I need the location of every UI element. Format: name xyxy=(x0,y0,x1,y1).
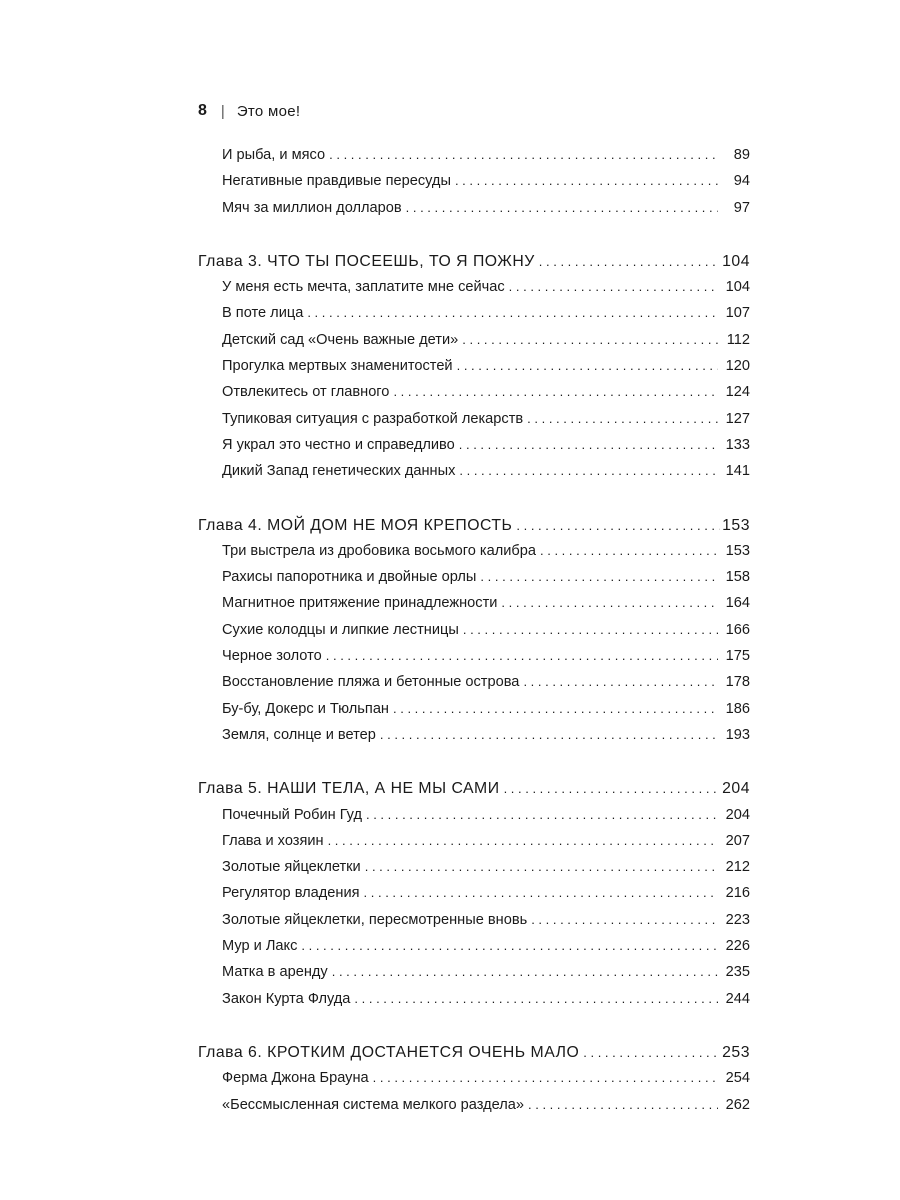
page-number: 8 xyxy=(198,102,207,119)
toc-title: Золотые яйцеклетки, пересмотренные вновь xyxy=(222,911,528,928)
toc-title: Тупиковая ситуация с разработкой лекарств xyxy=(222,410,524,427)
toc-title: Магнитное притяжение принадлежности xyxy=(222,595,498,612)
toc-page-number: 223 xyxy=(725,911,750,928)
table-of-contents xyxy=(198,147,750,1123)
toc-entry xyxy=(198,569,750,595)
toc-title: Сухие колодцы и липкие лестницы xyxy=(222,621,459,638)
toc-page-number: 212 xyxy=(725,859,750,876)
dot-leader xyxy=(393,701,718,716)
dot-leader xyxy=(301,938,718,953)
dot-leader xyxy=(373,1070,718,1085)
dot-leader xyxy=(329,147,718,162)
toc-title: Глава 4. МОЙ ДОМ НЕ МОЯ КРЕПОСТЬ xyxy=(198,516,513,534)
dot-leader xyxy=(528,1097,718,1112)
toc-entry xyxy=(198,384,750,410)
toc-page-number: 164 xyxy=(725,595,750,612)
toc-page-number: 178 xyxy=(725,674,750,691)
toc-page-number: 254 xyxy=(725,1070,750,1087)
toc-entry xyxy=(198,674,750,700)
toc-title: Отвлекитесь от главного xyxy=(222,384,390,401)
dot-leader xyxy=(480,569,718,584)
toc-page-number: 107 xyxy=(725,305,750,322)
toc-page-number: 244 xyxy=(725,990,750,1007)
section-gap xyxy=(198,753,750,780)
toc-entry xyxy=(198,885,750,911)
toc-page-number: 97 xyxy=(733,199,750,216)
dot-leader xyxy=(455,173,718,188)
toc-page-number: 204 xyxy=(722,780,750,798)
toc-entry xyxy=(198,701,750,727)
toc-page-number: 127 xyxy=(725,410,750,427)
toc-entry xyxy=(198,807,750,833)
toc-page-number: 141 xyxy=(725,463,750,480)
dot-leader xyxy=(459,463,718,478)
section-gap xyxy=(198,490,750,517)
toc-page-number: 193 xyxy=(725,726,750,743)
toc-title: Черное золото xyxy=(222,648,322,665)
toc-title: Золотые яйцеклетки xyxy=(222,859,361,876)
toc-chapter-heading xyxy=(198,1044,750,1070)
toc-entry xyxy=(198,358,750,384)
toc-entry xyxy=(198,833,750,859)
dot-leader xyxy=(459,437,718,452)
toc-entry xyxy=(198,173,750,199)
dot-leader xyxy=(365,859,718,874)
dot-leader xyxy=(501,595,718,610)
dot-leader xyxy=(366,807,718,822)
book-title: Это мое! xyxy=(236,102,301,120)
toc-page-number: 166 xyxy=(725,621,750,638)
toc-entry xyxy=(198,727,750,753)
toc-page-number: 112 xyxy=(726,331,750,348)
toc-title: Бу-бу, Докерс и Тюльпан xyxy=(222,700,389,717)
dot-leader xyxy=(516,518,720,533)
toc-entry xyxy=(198,648,750,674)
dot-leader xyxy=(380,727,718,742)
dot-leader xyxy=(332,964,718,979)
toc-title: Глава 5. НАШИ ТЕЛА, А НЕ МЫ САМИ xyxy=(198,780,500,798)
toc-entry xyxy=(198,912,750,938)
toc-page-number: 226 xyxy=(725,938,750,955)
toc-entry xyxy=(198,332,750,358)
toc-entry xyxy=(198,437,750,463)
toc-title: И рыба, и мясо xyxy=(222,147,326,163)
toc-page-number: 175 xyxy=(725,648,750,665)
toc-title: Мяч за миллион долларов xyxy=(222,199,402,216)
toc-page-number: 89 xyxy=(733,147,750,163)
toc-entry xyxy=(198,859,750,885)
toc-page-number: 204 xyxy=(725,806,750,823)
toc-page-number: 124 xyxy=(725,384,750,401)
toc-entry xyxy=(198,411,750,437)
dot-leader xyxy=(457,358,718,373)
toc-page-number: 133 xyxy=(725,436,750,453)
toc-entry xyxy=(198,622,750,648)
toc-title: Глава 6. КРОТКИМ ДОСТАНЕТСЯ ОЧЕНЬ МАЛО xyxy=(198,1043,580,1061)
toc-title: Глава 3. ЧТО ТЫ ПОСЕЕШЬ, ТО Я ПОЖНУ xyxy=(198,252,535,270)
toc-title: Закон Курта Флуда xyxy=(222,990,351,1007)
toc-title: «Бессмысленная система мелкого раздела» xyxy=(222,1096,524,1113)
toc-title: Почечный Робин Гуд xyxy=(222,806,362,823)
dot-leader xyxy=(354,991,718,1006)
toc-page-number: 262 xyxy=(725,1096,750,1113)
toc-chapter-heading xyxy=(198,517,750,543)
toc-page-number: 235 xyxy=(725,964,750,981)
toc-entry xyxy=(198,305,750,331)
toc-entry xyxy=(198,1070,750,1096)
toc-page-number: 158 xyxy=(725,569,750,586)
toc-title: Детский сад «Очень важные дети» xyxy=(222,331,459,348)
dot-leader xyxy=(539,254,720,269)
toc-page-number: 253 xyxy=(722,1043,750,1061)
toc-entry xyxy=(198,1097,750,1123)
toc-entry xyxy=(198,991,750,1017)
toc-chapter-heading xyxy=(198,780,750,806)
toc-title: Три выстрела из дробовика восьмого калибра xyxy=(222,542,536,559)
dot-leader xyxy=(504,781,720,796)
dot-leader xyxy=(540,543,718,558)
toc-title: В поте лица xyxy=(222,305,304,322)
toc-page-number: 153 xyxy=(725,542,750,559)
dot-leader xyxy=(509,279,718,294)
toc-title: Регулятор владения xyxy=(222,885,360,902)
toc-title: Рахисы папоротника и двойные орлы xyxy=(222,569,477,586)
toc-title: Ферма Джона Брауна xyxy=(222,1070,369,1087)
toc-page-number: 207 xyxy=(725,832,750,849)
toc-title: Дикий Запад генетических данных xyxy=(222,463,456,480)
toc-title: Глава и хозяин xyxy=(222,832,324,849)
toc-entry xyxy=(198,200,750,226)
dot-leader xyxy=(462,332,718,347)
section-gap xyxy=(198,1017,750,1044)
toc-chapter-heading xyxy=(198,253,750,279)
dot-leader xyxy=(463,622,718,637)
dot-leader xyxy=(364,885,718,900)
toc-title: Прогулка мертвых знаменитостей xyxy=(222,358,453,375)
toc-title: Негативные правдивые пересуды xyxy=(222,173,451,190)
toc-title: Я украл это честно и справедливо xyxy=(222,436,455,453)
toc-entry xyxy=(198,147,750,173)
dot-leader xyxy=(307,305,718,320)
toc-entry xyxy=(198,938,750,964)
toc-entry xyxy=(198,964,750,990)
toc-page-number: 104 xyxy=(725,279,750,296)
dot-leader xyxy=(406,200,718,215)
toc-title: Матка в аренду xyxy=(222,964,328,981)
dot-leader xyxy=(328,833,718,848)
toc-page-number: 186 xyxy=(725,700,750,717)
toc-page-number: 120 xyxy=(725,358,750,375)
toc-title: У меня есть мечта, заплатите мне сейчас xyxy=(222,279,505,296)
toc-entry xyxy=(198,463,750,489)
dot-leader xyxy=(527,411,718,426)
header-separator: | xyxy=(220,102,225,120)
toc-page-number: 153 xyxy=(722,516,750,534)
toc-entry xyxy=(198,279,750,305)
section-gap xyxy=(198,226,750,253)
toc-entry xyxy=(198,543,750,569)
toc-page-number: 216 xyxy=(725,885,750,902)
running-head xyxy=(198,100,300,122)
dot-leader xyxy=(523,674,718,689)
toc-page-number: 94 xyxy=(733,173,750,190)
toc-entry xyxy=(198,595,750,621)
dot-leader xyxy=(583,1045,720,1060)
dot-leader xyxy=(393,384,718,399)
toc-title: Восстановление пляжа и бетонные острова xyxy=(222,674,520,691)
dot-leader xyxy=(326,648,718,663)
toc-title: Мур и Лакс xyxy=(222,938,298,955)
toc-page-number: 104 xyxy=(722,252,750,270)
dot-leader xyxy=(531,912,718,927)
toc-title: Земля, солнце и ветер xyxy=(222,726,376,743)
